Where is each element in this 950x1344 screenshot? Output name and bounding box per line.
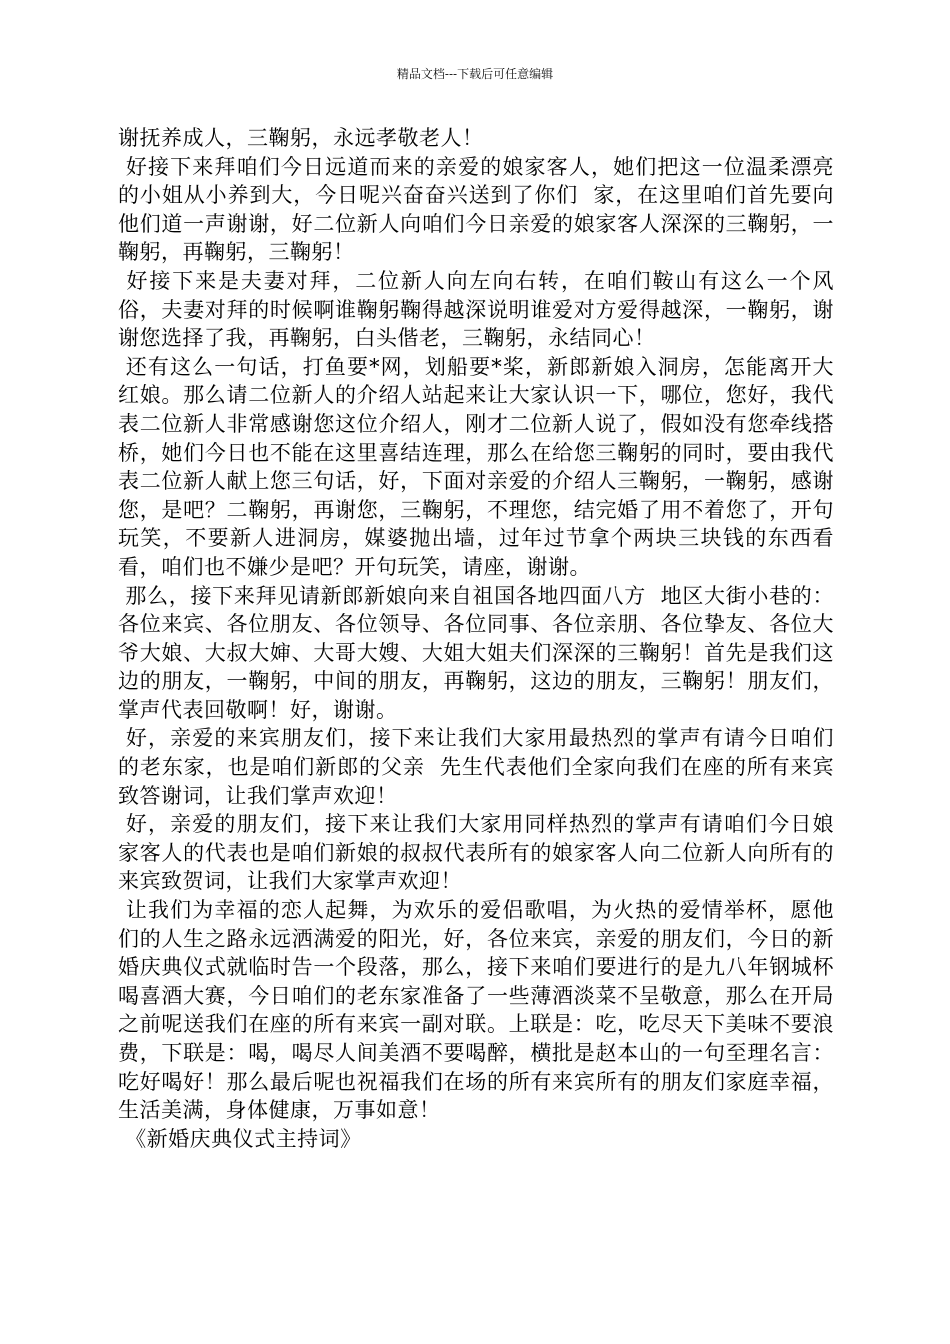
paragraph-7: 好，亲爱的朋友们，接下来让我们大家用同样热烈的掌声有请咱们今日娘家客人的代表也是咱们新娘的叔叔代表所有的娘家客人向二位新人向所有的来宾致贺词，让我们大家掌声欢迎！: [118, 812, 834, 894]
page-header: 精品文档---下载后可任意编辑: [396, 67, 554, 81]
paragraph-5: 那么，接下来拜见请新郎新娘向来自祖国各地四面八方 地区大街小巷的：各位来宾、各位朋友、各位领导、各位同事、各位亲朋、各位挚友、各位大爷大娘、大叔大婶、大哥大嫂、大姐大姐夫们深深的三鞠躬！首先是我们这边的朋友，一鞠躬，中间的朋友，再鞠躬，这边的朋友，三鞠躬！朋友们，掌声代表回敬啊！好，谢谢。: [118, 583, 834, 722]
paragraph-2: 好接下来拜咱们今日远道而来的亲爱的娘家客人，她们把这一位温柔漂亮的小姐从小养到大，今日呢兴奋奋兴送到了你们 家，在这里咱们首先要向他们道一声谢谢，好二位新人向咱们今日亲爱的娘家客人深深的三鞠躬，一鞠躬，再鞠躬，三鞠躬！: [118, 154, 834, 265]
paragraph-4: 还有这么一句话，打鱼要*网，划船要*桨，新郎新娘入洞房，怎能离开大红娘。那么请二位新人的介绍人站起来让大家认识一下，哪位，您好，我代表二位新人非常感谢您这位介绍人，刚才二位新人说了，假如没有您牵线搭桥，她们今日也不能在这里喜结连理，那么在给您三鞠躬的同时，要由我代表二位新人献上您三句话，好，下面对亲爱的介绍人三鞠躬，一鞠躬，感谢您，是吧？二鞠躬，再谢您，三鞠躬，不理您，结完婚了用不着您了，开句玩笑，不要新人进洞房，媒婆抛出墙，过年过节拿个两块三块钱的东西看看，咱们也不嫌少是吧？开句玩笑，请座，谢谢。: [118, 354, 834, 579]
document-title-line: 《新婚庆典仪式主持词》: [118, 1126, 362, 1151]
paragraph-1: 谢抚养成人，三鞠躬，永远孝敬老人！: [118, 126, 484, 150]
paragraph-3: 好接下来是夫妻对拜，二位新人向左向右转，在咱们鞍山有这么一个风俗，夫妻对拜的时候啊谁鞠躬鞠得越深说明谁爱对方爱得越深，一鞠躬，谢谢您选择了我，再鞠躬，白头偕老，三鞠躬，永结同心！: [118, 268, 834, 351]
paragraph-6: 好，亲爱的来宾朋友们，接下来让我们大家用最热烈的掌声有请今日咱们的老东家，也是咱们新郎的父亲 先生代表他们全家向我们在座的所有来宾致答谢词，让我们掌声欢迎！: [118, 726, 834, 808]
paragraph-8: 让我们为幸福的恋人起舞，为欢乐的爱侣歌唱，为火热的爱情举杯，愿他们的人生之路永远洒满爱的阳光，好，各位来宾，亲爱的朋友们，今日的新婚庆典仪式就临时告一个段落，那么，接下来咱们要进行的是九八年钢城杯喝喜酒大赛，今日咱们的老东家准备了一些薄酒淡菜不呈敬意，那么在开局之前呢送我们在座的所有来宾一副对联。上联是：吃，吃尽天下美味不要浪费，下联是：喝，喝尽人间美酒不要喝醉，横批是赵本山的一句至理名言：吃好喝好！那么最后呢也祝福我们在场的所有来宾所有的朋友们家庭幸福，生活美满，身体健康，万事如意！: [118, 898, 834, 1123]
document-body: [118, 124, 834, 1153]
